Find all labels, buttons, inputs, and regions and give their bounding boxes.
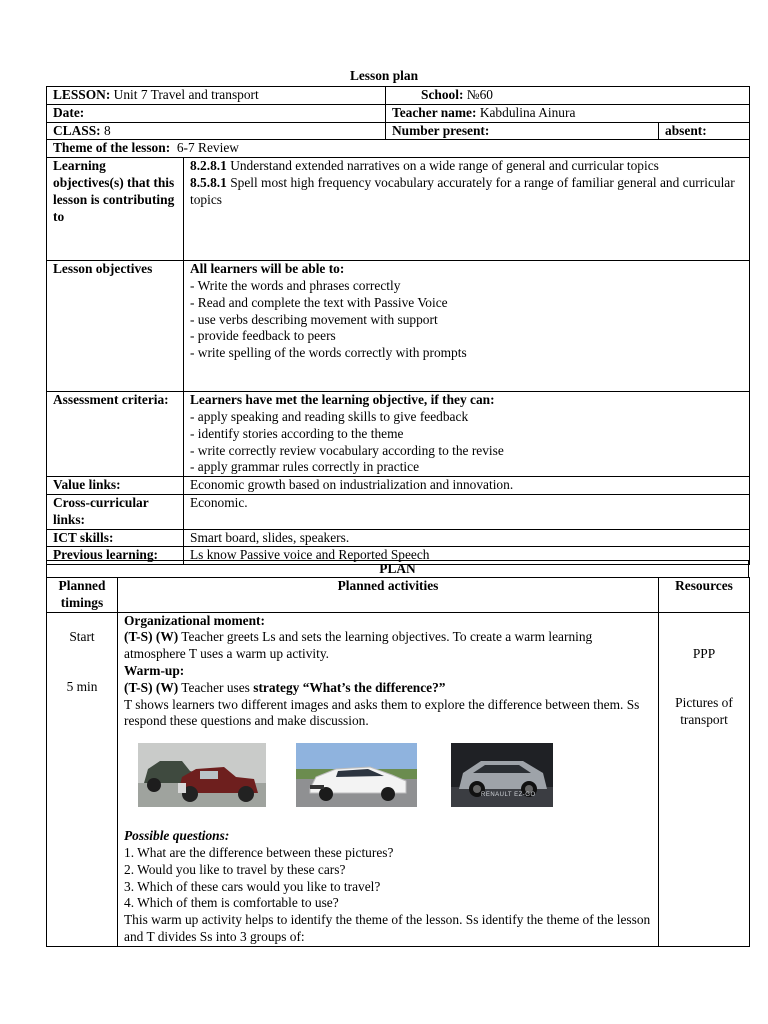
- vintage-cars-image: [138, 743, 266, 807]
- teacher-value: Kabdulina Ainura: [479, 104, 576, 120]
- lesson-objective-item: - use verbs describing movement with support: [190, 311, 438, 327]
- col-activities-header: Planned activities: [118, 578, 659, 613]
- lesson-objectives-heading: All learners will be able to:: [190, 261, 345, 277]
- lesson-cell: [47, 87, 386, 105]
- theme-label: Theme of the lesson:: [53, 140, 171, 156]
- cross-curricular-value: Economic.: [184, 494, 750, 529]
- assessment-item: - write correctly review vocabulary according to the revise: [190, 442, 504, 458]
- class-value: 8: [104, 122, 111, 138]
- school-value: №60: [466, 87, 493, 102]
- objective-text: Understand extended narratives on a wide range of general and curricular topics: [230, 158, 659, 174]
- previous-learning-value: Ls know Passive voice and Reported Speech: [184, 547, 750, 565]
- concept-car-image: [451, 743, 553, 807]
- lesson-info-table: [46, 86, 750, 565]
- learning-objective-item: [190, 158, 743, 175]
- lesson-objective-item: - write spelling of the words correctly with prompts: [190, 345, 467, 361]
- theme-value: 6-7 Review: [176, 140, 239, 156]
- absent-cell: [659, 122, 750, 140]
- previous-learning-label: Previous learning:: [47, 547, 184, 565]
- assessment-item: - identify stories according to the theme: [190, 425, 404, 441]
- lesson-label: LESSON:: [53, 87, 111, 102]
- concept-car-plate: RENAULT EZ-GO: [481, 792, 536, 799]
- warmup-heading: Warm-up:: [124, 662, 185, 678]
- timing-start: Start: [69, 628, 95, 644]
- org-body: Teacher greets Ls and sets the learning objectives. To create a warm learning atmosphere T uses a warm up activity.: [124, 629, 593, 662]
- warmup-text: [124, 680, 652, 697]
- lesson-objective-item: - Read and complete the text with Passive Voice: [190, 294, 448, 310]
- date-cell: [47, 104, 386, 122]
- objective-code: 8.2.8.1: [190, 158, 227, 174]
- question-item: 4. Which of them is comfortable to use?: [124, 895, 339, 911]
- plan-table: [46, 577, 750, 947]
- lesson-objectives-label: Lesson objectives: [47, 261, 184, 392]
- assessment-heading: Learners have met the learning objective, if they can:: [190, 392, 495, 408]
- closing-text: This warm up activity helps to identify the theme of the lesson. Ss identify the theme of the lesson and T divides Ss into 3 groups of:: [124, 912, 651, 944]
- ict-skills-label: ICT skills:: [47, 529, 184, 547]
- col-resources-header: Resources: [659, 578, 750, 613]
- resource-pictures: Pictures of transport: [675, 695, 733, 728]
- modern-sedan-image: [296, 743, 417, 807]
- document-title: Lesson plan: [349, 68, 419, 83]
- warmup-tag: (T-S) (W): [124, 679, 179, 695]
- value-links-label: Value links:: [47, 477, 184, 495]
- lesson-objective-item: - Write the words and phrases correctly: [190, 277, 401, 293]
- timings-cell: [47, 612, 118, 946]
- learning-objective-item: [190, 175, 743, 209]
- assessment-item: - apply grammar rules correctly in practice: [190, 459, 420, 475]
- col-timings-header: Planned timings: [47, 578, 118, 613]
- warmup-description: T shows learners two different images and asks them to explore the difference between them. Ss respond these questions and make discussion.: [124, 696, 640, 729]
- number-present-label: Number present:: [392, 122, 490, 138]
- activities-cell: [118, 612, 659, 946]
- question-item: 1. What are the difference between these pictures?: [124, 844, 394, 860]
- car-images: [138, 743, 652, 807]
- resource-ppp: PPP: [692, 645, 716, 661]
- assessment-content: [184, 392, 750, 477]
- lesson-objectives-content: [184, 261, 750, 392]
- absent-label: absent:: [665, 122, 707, 138]
- warmup-pre: Teacher uses: [181, 679, 250, 695]
- number-present-cell: [386, 122, 659, 140]
- lesson-value: Unit 7 Travel and transport: [113, 87, 259, 102]
- school-label: School:: [421, 87, 464, 102]
- org-tag: (T-S) (W): [124, 629, 179, 645]
- cross-curricular-label: Cross-curricular links:: [47, 494, 184, 529]
- plan-title: PLAN: [46, 560, 749, 577]
- org-moment-text: [124, 629, 652, 663]
- org-moment-heading: Organizational moment:: [124, 612, 265, 628]
- assessment-item: - apply speaking and reading skills to give feedback: [190, 408, 469, 424]
- question-item: 2. Would you like to travel by these cars?: [124, 861, 346, 877]
- class-cell: [47, 122, 386, 140]
- school-cell: [386, 87, 750, 105]
- objective-text: Spell most high frequency vocabulary accurately for a range of familiar general and curricular topics: [190, 174, 735, 207]
- warmup-strategy: strategy “What’s the difference?”: [253, 679, 446, 695]
- teacher-cell: [386, 104, 750, 122]
- value-links-value: Economic growth based on industrialization and innovation.: [184, 477, 750, 495]
- possible-questions-heading: Possible questions:: [124, 828, 230, 844]
- objective-code: 8.5.8.1: [190, 174, 227, 190]
- resources-cell: [659, 612, 750, 946]
- class-label: CLASS:: [53, 122, 101, 138]
- ict-skills-value: Smart board, slides, speakers.: [184, 529, 750, 547]
- date-label: Date:: [53, 104, 85, 120]
- timing-minutes: 5 min: [66, 679, 98, 695]
- teacher-label: Teacher name:: [392, 104, 477, 120]
- learning-objectives-label: Learning objectives(s) that this lesson is contributing to: [47, 158, 184, 261]
- theme-cell: [47, 140, 750, 158]
- question-item: 3. Which of these cars would you like to travel?: [124, 878, 381, 894]
- learning-objectives-content: [184, 158, 750, 261]
- lesson-objective-item: - provide feedback to peers: [190, 328, 336, 344]
- assessment-label: Assessment criteria:: [47, 392, 184, 477]
